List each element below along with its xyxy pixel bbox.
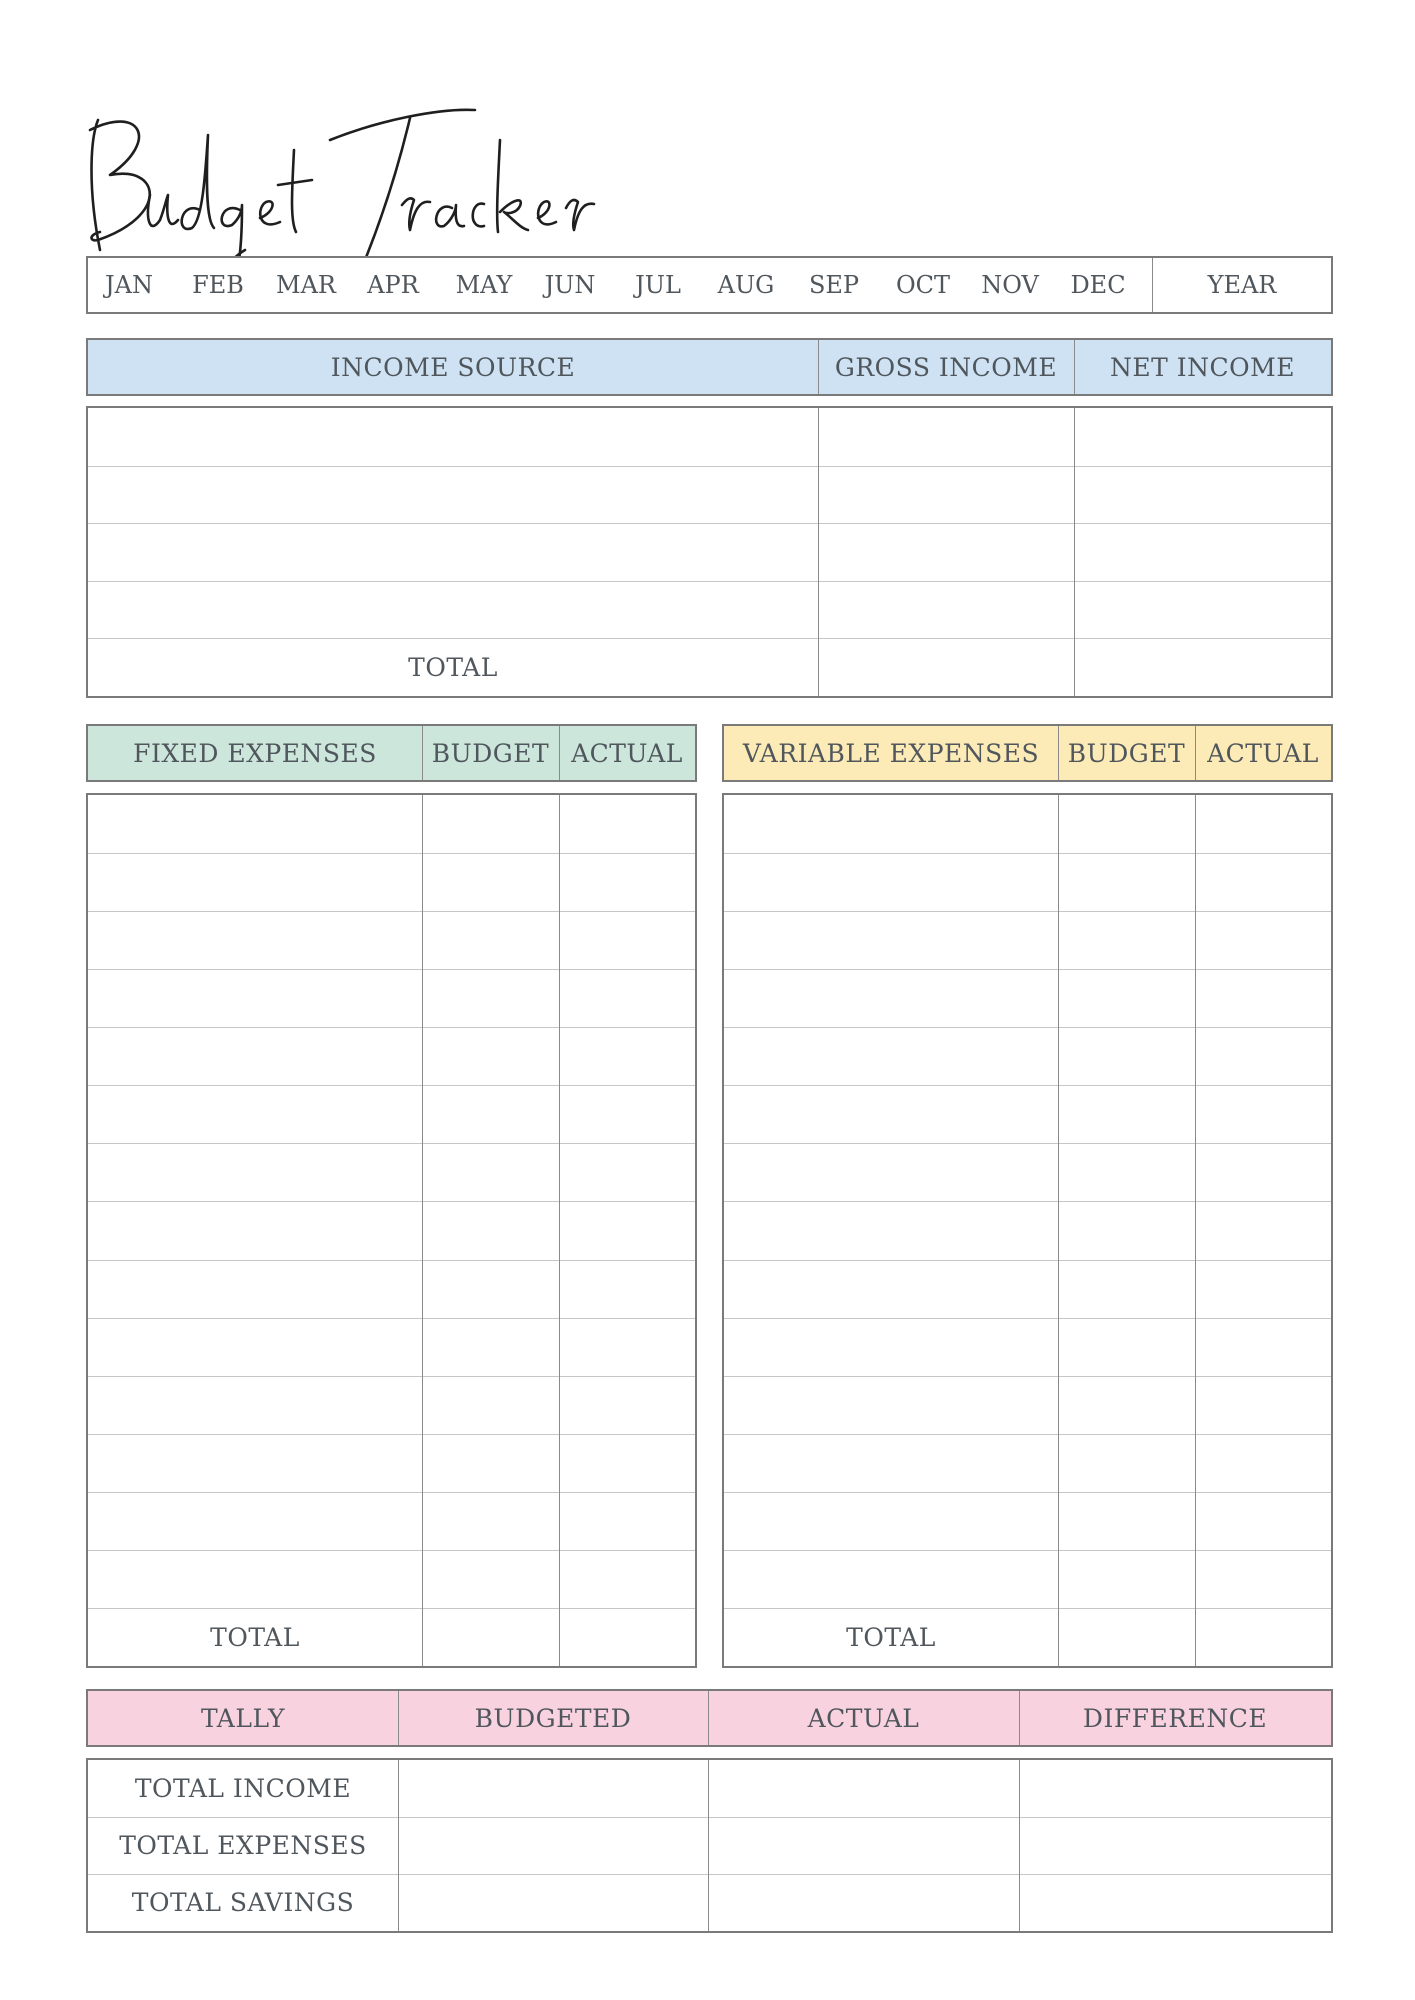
month-feb[interactable]: FEB [192, 271, 244, 299]
fixed-expense-cell[interactable] [88, 1143, 422, 1201]
fixed-expense-cell[interactable] [559, 969, 695, 1027]
variable-expense-cell[interactable] [1058, 1608, 1195, 1666]
variable-expense-cell[interactable] [1195, 1318, 1331, 1376]
tally-cell[interactable] [398, 1760, 708, 1817]
income-total-label: TOTAL [408, 652, 498, 682]
fixed-expense-cell[interactable] [422, 969, 559, 1027]
variable-expense-cell[interactable] [724, 1318, 1058, 1376]
fixed-expense-cell[interactable] [422, 1143, 559, 1201]
variable-expense-cell[interactable] [1195, 795, 1331, 853]
variable-expense-cell[interactable] [1058, 1027, 1195, 1085]
month-selector-bar [86, 256, 1333, 314]
variable-expense-cell[interactable] [1195, 1376, 1331, 1434]
tally-row-total-savings: TOTAL SAVINGS [131, 1888, 355, 1917]
year-field[interactable]: YEAR [1207, 271, 1277, 299]
month-dec[interactable]: DEC [1070, 271, 1126, 299]
fixed-expense-cell[interactable] [422, 853, 559, 911]
column-header-net-income: NET INCOME [1110, 352, 1295, 382]
tally-cell[interactable] [708, 1760, 1019, 1817]
column-header-income-source: INCOME SOURCE [330, 352, 576, 382]
variable-expense-cell[interactable] [724, 1434, 1058, 1492]
income-cell[interactable] [818, 523, 1074, 581]
income-cell[interactable] [1074, 408, 1331, 466]
tally-cell[interactable] [1019, 1817, 1331, 1874]
fixed-expense-cell[interactable] [559, 1318, 695, 1376]
fixed-expense-cell[interactable] [422, 1260, 559, 1318]
fixed-expense-cell[interactable] [559, 1201, 695, 1259]
variable-expense-cell[interactable] [724, 1085, 1058, 1143]
variable-expense-cell[interactable] [1195, 1143, 1331, 1201]
month-mar[interactable]: MAR [276, 271, 336, 299]
variable-expense-cell[interactable] [1195, 1027, 1331, 1085]
column-header-budgeted: BUDGETED [474, 1703, 632, 1733]
income-cell[interactable] [88, 466, 818, 524]
fixed-expense-cell[interactable] [422, 1434, 559, 1492]
variable-expense-cell[interactable] [724, 1260, 1058, 1318]
variable-expense-cell[interactable] [1058, 1492, 1195, 1550]
income-table [86, 406, 1333, 698]
income-header [86, 338, 1333, 396]
fixed-expense-cell[interactable] [88, 1434, 422, 1492]
fixed-expense-cell[interactable] [422, 1608, 559, 1666]
column-header-actual: ACTUAL [1207, 738, 1319, 768]
tally-table [86, 1758, 1333, 1933]
tally-row-total-expenses: TOTAL EXPENSES [119, 1831, 367, 1860]
income-cell[interactable] [1074, 466, 1331, 524]
fixed-expense-cell[interactable] [559, 911, 695, 969]
fixed-expense-cell[interactable] [559, 1027, 695, 1085]
fixed-expenses-header [86, 724, 697, 782]
variable-expense-cell[interactable] [1195, 1608, 1331, 1666]
fixed-expense-cell[interactable] [88, 795, 422, 853]
column-divider [422, 726, 423, 780]
fixed-expense-cell[interactable] [88, 1550, 422, 1608]
variable-expense-cell[interactable] [1058, 969, 1195, 1027]
column-divider [818, 340, 819, 394]
fixed-expense-cell[interactable] [422, 1318, 559, 1376]
column-header-fixed-expenses: FIXED EXPENSES [133, 738, 377, 768]
variable-expense-cell[interactable] [1195, 1201, 1331, 1259]
fixed-expense-cell[interactable] [559, 853, 695, 911]
fixed-expense-cell[interactable] [88, 969, 422, 1027]
column-header-budget: BUDGET [431, 738, 550, 768]
column-header-difference: DIFFERENCE [1082, 1703, 1268, 1733]
variable-expense-cell[interactable] [1195, 911, 1331, 969]
tally-header [86, 1689, 1333, 1747]
month-jul[interactable]: JUL [635, 271, 681, 299]
fixed-expense-cell[interactable] [88, 1492, 422, 1550]
variable-expense-cell[interactable] [1058, 1550, 1195, 1608]
variable-expense-cell[interactable] [724, 969, 1058, 1027]
fixed-expense-cell[interactable] [559, 1260, 695, 1318]
variable-expense-cell[interactable] [1058, 1376, 1195, 1434]
month-aug[interactable]: AUG [717, 271, 775, 299]
fixed-expense-cell[interactable] [88, 1260, 422, 1318]
month-oct[interactable]: OCT [895, 271, 951, 299]
fixed-expense-cell[interactable] [422, 1027, 559, 1085]
variable-expense-cell[interactable] [1195, 853, 1331, 911]
column-header-variable-expenses: VARIABLE EXPENSES [742, 738, 1040, 768]
income-cell[interactable] [818, 408, 1074, 466]
fixed-expense-cell[interactable] [422, 1085, 559, 1143]
month-nov[interactable]: NOV [981, 271, 1039, 299]
column-divider [1074, 340, 1075, 394]
variable-expense-cell[interactable] [1058, 1143, 1195, 1201]
income-cell[interactable] [818, 466, 1074, 524]
variable-expense-cell[interactable] [1195, 1550, 1331, 1608]
income-cell[interactable] [818, 581, 1074, 639]
variable-total-label: TOTAL [846, 1622, 936, 1652]
fixed-expense-cell[interactable] [88, 1376, 422, 1434]
variable-expense-cell[interactable] [724, 1550, 1058, 1608]
variable-expense-cell[interactable] [1058, 853, 1195, 911]
tally-cell[interactable] [1019, 1874, 1331, 1931]
fixed-expense-cell[interactable] [559, 1608, 695, 1666]
fixed-expense-cell[interactable] [559, 1376, 695, 1434]
tally-cell[interactable] [708, 1874, 1019, 1931]
variable-expense-cell[interactable] [1195, 1492, 1331, 1550]
month-apr[interactable]: APR [367, 271, 419, 299]
column-divider [559, 726, 560, 780]
month-may[interactable]: MAY [455, 271, 513, 299]
variable-expense-cell[interactable] [724, 911, 1058, 969]
column-divider [1058, 726, 1059, 780]
fixed-expense-cell[interactable] [88, 853, 422, 911]
variable-expense-cell[interactable] [1195, 1085, 1331, 1143]
variable-expense-cell[interactable] [724, 1492, 1058, 1550]
variable-expense-cell[interactable] [1195, 1434, 1331, 1492]
variable-expenses-table [722, 793, 1333, 1668]
income-cell[interactable] [1074, 581, 1331, 639]
income-cell[interactable] [88, 523, 818, 581]
variable-expense-cell[interactable] [1058, 1201, 1195, 1259]
fixed-expense-cell[interactable] [422, 795, 559, 853]
fixed-expense-cell[interactable] [88, 1318, 422, 1376]
fixed-total-label: TOTAL [210, 1622, 300, 1652]
column-header-gross-income: GROSS INCOME [834, 352, 1058, 382]
variable-expense-cell[interactable] [1195, 1260, 1331, 1318]
variable-expense-cell[interactable] [1195, 969, 1331, 1027]
variable-expense-cell[interactable] [1058, 1085, 1195, 1143]
fixed-expense-cell[interactable] [88, 1027, 422, 1085]
column-divider [1019, 1691, 1020, 1745]
income-cell[interactable] [1074, 638, 1331, 696]
fixed-expense-cell[interactable] [559, 1550, 695, 1608]
fixed-expense-cell[interactable] [559, 795, 695, 853]
variable-expenses-header [722, 724, 1333, 782]
variable-expense-cell[interactable] [1058, 1260, 1195, 1318]
fixed-expense-cell[interactable] [422, 1201, 559, 1259]
fixed-expense-cell[interactable] [88, 911, 422, 969]
fixed-expense-cell[interactable] [88, 1085, 422, 1143]
variable-expense-cell[interactable] [1058, 1318, 1195, 1376]
variable-expense-cell[interactable] [724, 1201, 1058, 1259]
fixed-expense-cell[interactable] [559, 1434, 695, 1492]
column-divider [708, 1691, 709, 1745]
fixed-expense-cell[interactable] [422, 1376, 559, 1434]
fixed-expense-cell[interactable] [422, 1492, 559, 1550]
fixed-expense-cell[interactable] [88, 1201, 422, 1259]
tally-cell[interactable] [398, 1874, 708, 1931]
income-cell[interactable] [88, 581, 818, 639]
month-jun[interactable]: JUN [544, 271, 596, 299]
variable-expense-cell[interactable] [724, 1143, 1058, 1201]
column-header-budget: BUDGET [1067, 738, 1186, 768]
fixed-expense-cell[interactable] [559, 1143, 695, 1201]
page-title [80, 100, 600, 270]
month-jan[interactable]: JAN [105, 271, 153, 299]
fixed-expense-cell[interactable] [559, 1492, 695, 1550]
fixed-expenses-table [86, 793, 697, 1668]
column-divider [1195, 726, 1196, 780]
column-header-actual: ACTUAL [571, 738, 683, 768]
tally-cell[interactable] [398, 1817, 708, 1874]
month-sep[interactable]: SEP [808, 271, 860, 299]
variable-expense-cell[interactable] [1058, 911, 1195, 969]
fixed-expense-cell[interactable] [422, 1550, 559, 1608]
variable-expense-cell[interactable] [724, 1376, 1058, 1434]
column-header-actual: ACTUAL [807, 1703, 920, 1733]
tally-cell[interactable] [1019, 1760, 1331, 1817]
variable-expense-cell[interactable] [724, 795, 1058, 853]
variable-expense-cell[interactable] [724, 1027, 1058, 1085]
fixed-expense-cell[interactable] [422, 911, 559, 969]
column-header-tally: TALLY [201, 1703, 285, 1733]
income-cell[interactable] [1074, 523, 1331, 581]
variable-expense-cell[interactable] [1058, 795, 1195, 853]
fixed-expense-cell[interactable] [559, 1085, 695, 1143]
variable-expense-cell[interactable] [724, 853, 1058, 911]
budget-tracker-lettering [80, 100, 600, 270]
tally-cell[interactable] [708, 1817, 1019, 1874]
income-cell[interactable] [818, 638, 1074, 696]
tally-row-total-income: TOTAL INCOME [134, 1774, 352, 1803]
variable-expense-cell[interactable] [1058, 1434, 1195, 1492]
income-cell[interactable] [88, 408, 818, 466]
column-divider [398, 1691, 399, 1745]
